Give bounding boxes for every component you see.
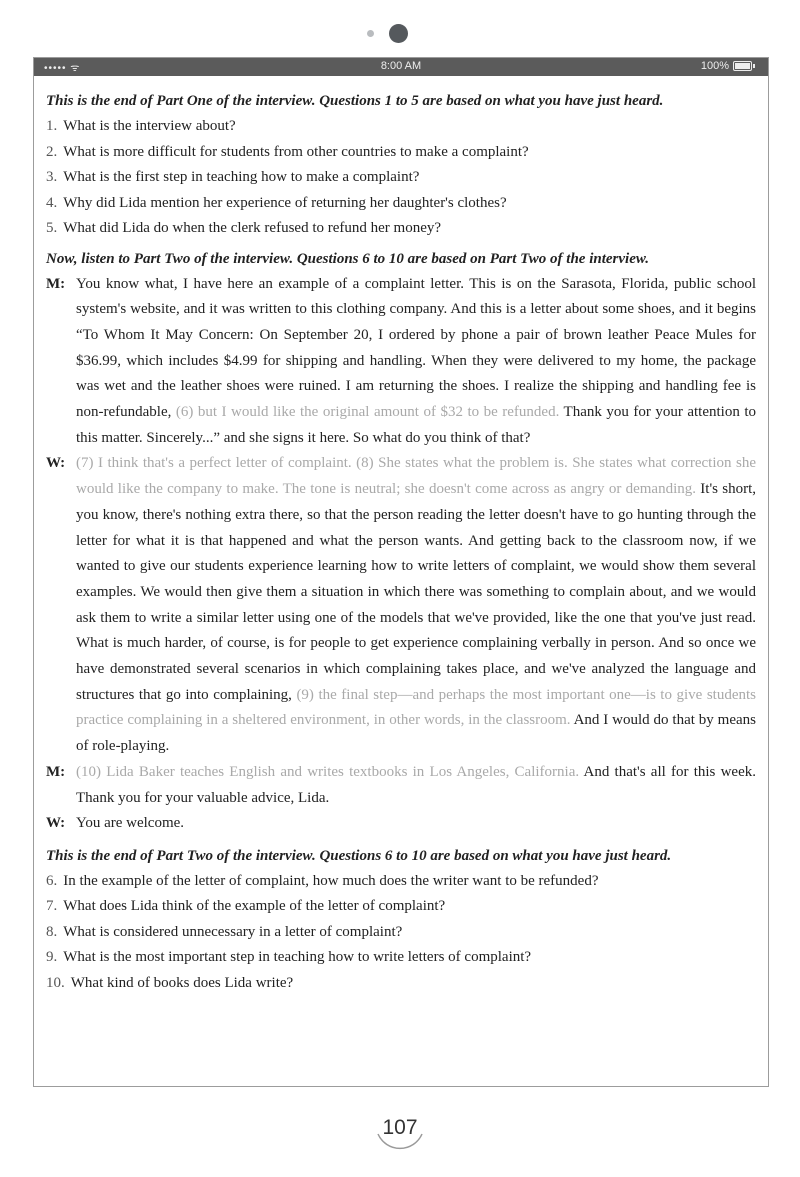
page-content — [46, 88, 758, 996]
status-bar — [34, 58, 768, 76]
page-number-arc-icon — [372, 1100, 428, 1156]
dialogue-turn-m2 — [46, 760, 758, 811]
speaker-label: W: — [46, 455, 66, 472]
answer-hint-7-8: (7) I think that's a perfect letter of complaint. (8) She states what the problem is. She states what correction she would like the company to make. The tone is neutral; she doesn't come across as angry or demanding. — [76, 455, 756, 498]
part1-question-list — [46, 114, 758, 242]
dialogue-turn-m1 — [46, 272, 758, 452]
page-number: 107 — [372, 1100, 428, 1156]
question-item: 1. What is the interview about? — [46, 118, 236, 134]
sensor-dot — [367, 30, 374, 37]
answer-hint-10: (10) Lida Baker teaches English and writes textbooks in Los Angeles, California. — [76, 763, 580, 780]
dialogue-turn-w2 — [46, 811, 758, 837]
signal-wifi-icon: ••••• ᯤ — [44, 63, 81, 74]
question-item: 8. What is considered unnecessary in a letter of complaint? — [46, 923, 403, 940]
question-item: 10. What kind of books does Lida write? — [46, 974, 294, 991]
part2-question-list — [46, 869, 758, 997]
dialogue-text: You know what, I have here an example of a complaint letter. This is on the Sarasota, Florida, public school system's website, and it was written to this clothing company. And this is a letter about some shoes, and it begins “To Whom It May Concern: On September 20, I ordered by phone a pair of brown leather Peace Mules for $36.99, which includes $4.99 for shipping and handling. When they were delivered to my home, the package was wet and the leather shoes were ruined. I am returning the shoes. I realize the shipping and handling fee is non-refundable, (6) but I would like the original amount of $32 to be refunded. Thank you for your attention to this matter. Sincerely...” and she signs it here. So what do you think of that? — [76, 275, 756, 446]
question-item: 6. In the example of the letter of complaint, how much does the writer want to be refunded? — [46, 872, 599, 889]
question-item: 3. What is the first step in teaching how to make a complaint? — [46, 169, 420, 185]
camera-lens — [389, 24, 408, 43]
battery-icon — [733, 61, 752, 71]
part1-heading: This is the end of Part One of the interview. Questions 1 to 5 are based on what you have just heard. — [46, 93, 664, 109]
part2-heading: Now, listen to Part Two of the interview. Questions 6 to 10 are based on Part Two of the interview. — [46, 250, 650, 267]
dialogue-text: You are welcome. — [76, 815, 185, 832]
answer-hint-9: (9) the final step—and perhaps the most important one—is to give students practice complaining in a sheltered environment, in other words, in the classroom. — [76, 686, 756, 729]
speaker-label: W: — [46, 815, 66, 832]
question-item: 9. What is the most important step in teaching how to write letters of complaint? — [46, 949, 532, 966]
tablet-screen — [33, 57, 769, 1087]
speaker-label: M: — [46, 275, 66, 292]
battery-percent: 100% — [700, 60, 729, 72]
question-item: 5. What did Lida do when the clerk refused to refund her money? — [46, 220, 442, 236]
device-camera — [0, 22, 800, 46]
dialogue-text: (10) Lida Baker teaches English and writes textbooks in Los Angeles, California. And that's all for this week. Thank you for your valuable advice, Lida. — [76, 763, 757, 806]
dialogue-text: (7) I think that's a perfect letter of complaint. (8) She states what the problem is. She states what correction she would like the company to make. The tone is neutral; she doesn't come across as angry or demanding. It's short, you know, there's nothing extra there, so that the person reading the letter doesn't have to go hunting through the letter for what it is that happened and what the person wants. And getting back to the classroom now, if we wanted to give our students experience learning how to write letters of complaint, we would show them several examples. We would then give them a situation in which there was something to complain about, and we would ask them to write a similar letter using one of the models that we've provided, like the one that you've just read. What is much harder, of course, is for people to get experience complaining verbally in person. And so once we have demonstrated several scenarios in which complaining takes place, and we've analyzed the language and structures that go into complaining, (9) the final step—and perhaps the most important one—is to give students practice complaining in a sheltered environment, in other words, in the classroom. And I would do that by means of role-playing. — [76, 455, 757, 755]
question-item: 2. What is more difficult for students from other countries to make a complaint? — [46, 143, 529, 160]
status-time: 8:00 AM — [380, 60, 422, 72]
question-item: 4. Why did Lida mention her experience of returning her daughter's clothes? — [46, 194, 507, 211]
battery-indicator — [701, 60, 752, 72]
question-item: 7. What does Lida think of the example of the letter of complaint? — [46, 898, 446, 915]
speaker-label: M: — [46, 763, 66, 780]
part2-end-heading: This is the end of Part Two of the interview. Questions 6 to 10 are based on what you have just heard. — [46, 847, 672, 864]
answer-hint-6: (6) but I would like the original amount of $32 to be refunded. — [175, 404, 560, 421]
dialogue-turn-w1 — [46, 451, 758, 759]
